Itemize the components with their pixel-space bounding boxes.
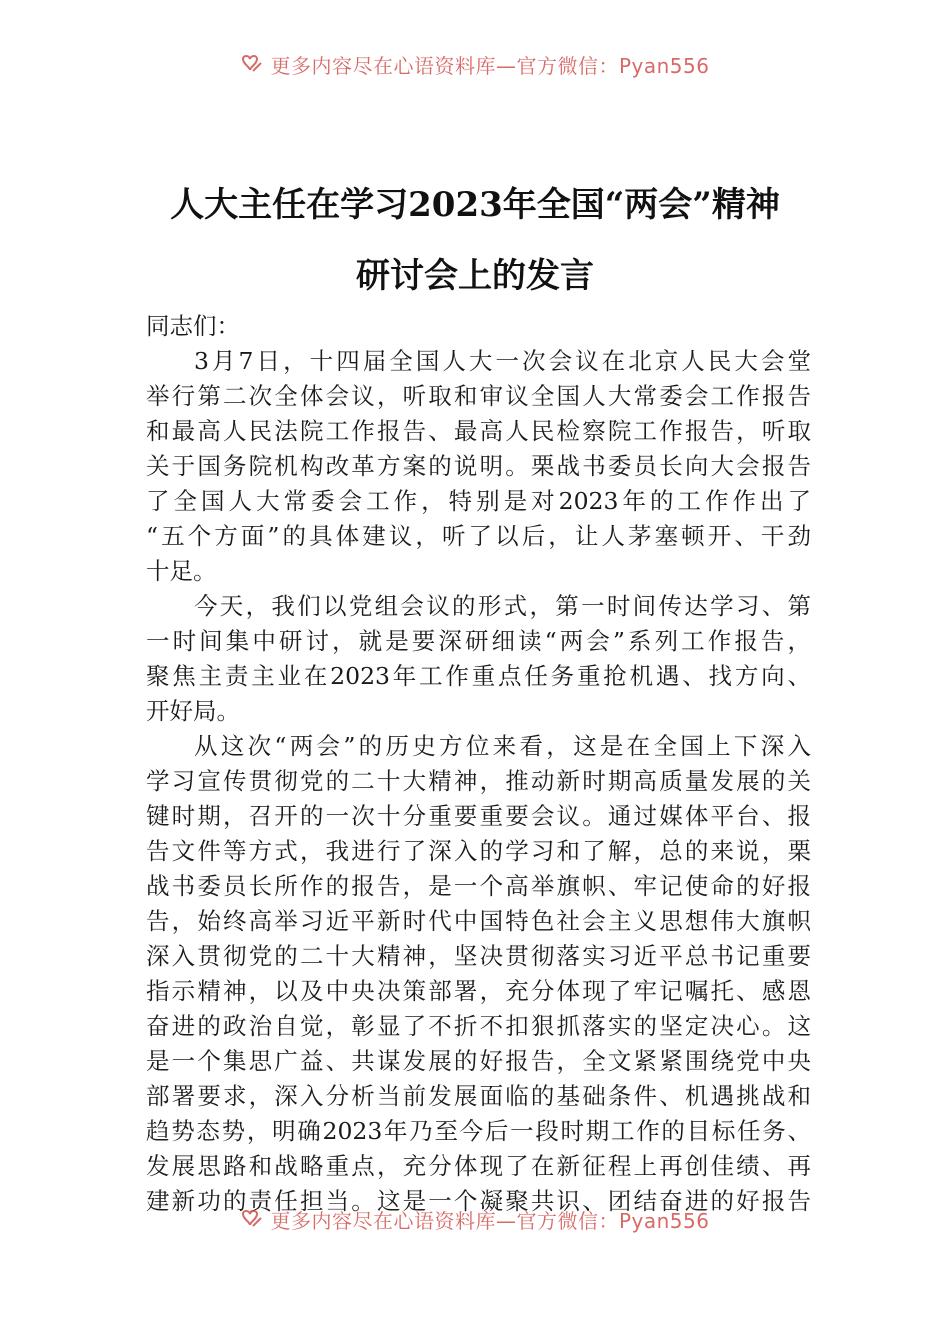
paragraph-line: 是一个集思广益、共谋发展的好报告，全文紧紧围绕党中央 bbox=[146, 1047, 811, 1075]
paragraph-line: 了全国人大常委会工作，特别是对2023年的工作作出了 bbox=[146, 487, 811, 515]
paragraph-line: 从这次“两会”的历史方位来看，这是在全国上下深入 bbox=[194, 732, 811, 760]
paragraph-line: 和最高人民法院工作报告、最高人民检察院工作报告，听取 bbox=[146, 417, 811, 445]
paragraph-line: 开好局。 bbox=[146, 697, 240, 725]
paragraph-line: 趋势态势，明确2023年乃至今后一段时期工作的目标任务、 bbox=[146, 1117, 811, 1145]
greeting: 同志们： bbox=[146, 312, 240, 340]
paragraph-3 bbox=[146, 729, 811, 1219]
paragraph-line: 一时间集中研讨，就是要深研细读“两会”系列工作报告， bbox=[146, 627, 811, 655]
paragraph-line: 部署要求，深入分析当前发展面临的基础条件、机遇挑战和 bbox=[146, 1082, 811, 1110]
paragraph-line: 十足。 bbox=[146, 557, 217, 585]
document-title-line-1: 人大主任在学习2023年全国“两会”精神 bbox=[170, 185, 780, 225]
document-body bbox=[146, 309, 811, 1219]
paragraph-line: “五个方面”的具体建议，听了以后，让人茅塞顿开、干劲 bbox=[146, 522, 811, 550]
paragraph-line: 学习宣传贯彻党的二十大精神，推动新时期高质量发展的关 bbox=[146, 767, 811, 795]
paragraph-line: 战书委员长所作的报告，是一个高举旗帜、牢记使命的好报 bbox=[146, 872, 811, 900]
paragraph-line: 建新功的责任担当。这是一个凝聚共识、团结奋进的好报告 bbox=[146, 1187, 811, 1215]
paragraph-line: 举行第二次全体会议，听取和审议全国人大常委会工作报告 bbox=[146, 382, 811, 410]
paragraph-line: 奋进的政治自觉，彰显了不折不扣狠抓落实的坚定决心。这 bbox=[146, 1012, 811, 1040]
paragraph-2 bbox=[146, 589, 811, 729]
paragraph-line: 深入贯彻党的二十大精神，坚决贯彻落实习近平总书记重要 bbox=[146, 942, 811, 970]
bottom-watermark bbox=[0, 1210, 950, 1240]
paragraph-line: 告文件等方式，我进行了深入的学习和了解，总的来说，栗 bbox=[146, 837, 811, 865]
paragraph-line: 发展思路和战略重点，充分体现了在新征程上再创佳绩、再 bbox=[146, 1152, 811, 1180]
watermark-logo-icon bbox=[240, 1210, 264, 1230]
watermark-logo-icon bbox=[240, 55, 264, 75]
paragraph-line: 关于国务院机构改革方案的说明。栗战书委员长向大会报告 bbox=[146, 452, 811, 480]
paragraph-line: 3月7日，十四届全国人大一次会议在北京人民大会堂 bbox=[194, 347, 811, 375]
top-watermark bbox=[0, 55, 950, 85]
paragraph-line: 键时期，召开的一次十分重要重要会议。通过媒体平台、报 bbox=[146, 802, 811, 830]
watermark-text: 更多内容尽在心语资料库—官方微信：Pyan556 bbox=[270, 1210, 710, 1233]
paragraph-1 bbox=[146, 344, 811, 589]
paragraph-line: 告，始终高举习近平新时代中国特色社会主义思想伟大旗帜 bbox=[146, 907, 811, 935]
paragraph-line: 今天，我们以党组会议的形式，第一时间传达学习、第 bbox=[194, 592, 811, 620]
paragraph-line: 聚焦主责主业在2023年工作重点任务重抢机遇、找方向、 bbox=[146, 662, 811, 690]
document-title-line-2: 研讨会上的发言 bbox=[356, 256, 594, 296]
watermark-text: 更多内容尽在心语资料库—官方微信：Pyan556 bbox=[270, 55, 710, 78]
paragraph-line: 指示精神，以及中央决策部署，充分体现了牢记嘱托、感恩 bbox=[146, 977, 811, 1005]
